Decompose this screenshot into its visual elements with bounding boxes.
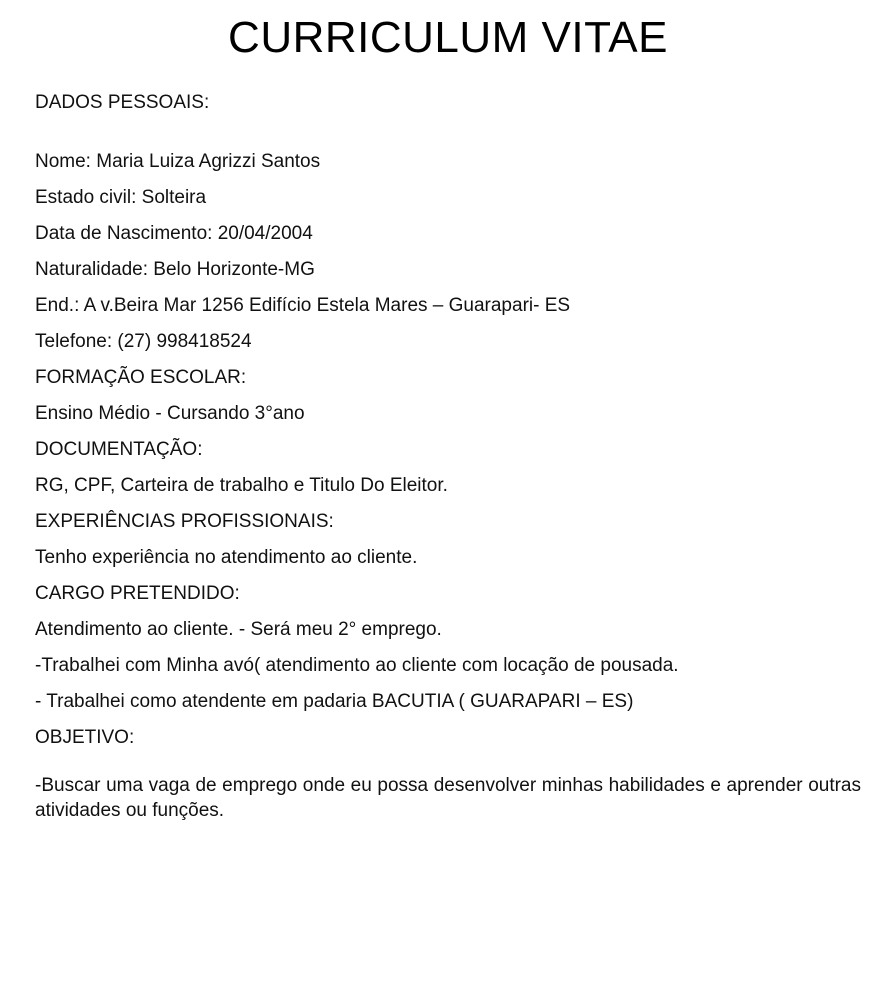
position-heading: CARGO PRETENDIDO: [35,583,240,604]
objective-text: -Buscar uma vaga de emprego onde eu possa desenvolver minhas habilidades e aprender outras atividades ou funções. [35,775,861,821]
experience-text: Tenho experiência no atendimento ao cliente. [35,547,418,568]
position-line: - Trabalhei como atendente em padaria BACUTIA ( GUARAPARI – ES) [35,691,634,712]
education-text: Ensino Médio - Cursando 3°ano [35,403,305,424]
education-section [35,365,861,437]
name-line: Nome: Maria Luiza Agrizzi Santos [35,151,321,172]
birth-date-line: Data de Nascimento: 20/04/2004 [35,223,313,244]
objective-section [35,725,861,823]
position-line: Atendimento ao cliente. - Será meu 2° emprego. [35,619,442,640]
personal-data-section [35,90,861,365]
education-heading: FORMAÇÃO ESCOLAR: [35,367,247,388]
phone-line: Telefone: (27) 998418524 [35,331,252,352]
position-line: -Trabalhei com Minha avó( atendimento ao cliente com locação de pousada. [35,655,679,676]
birthplace-line: Naturalidade: Belo Horizonte-MG [35,259,315,280]
position-section [35,581,861,725]
experience-heading: EXPERIÊNCIAS PROFISSIONAIS: [35,511,334,532]
document-title: CURRICULUM VITAE [228,13,668,62]
objective-heading: OBJETIVO: [35,727,135,748]
documents-section [35,437,861,509]
experience-section [35,509,861,581]
civil-status-line: Estado civil: Solteira [35,187,207,208]
personal-data-heading: DADOS PESSOAIS: [35,92,210,113]
documents-text: RG, CPF, Carteira de trabalho e Titulo Do Eleitor. [35,475,448,496]
address-line: End.: A v.Beira Mar 1256 Edifício Estela Mares – Guarapari- ES [35,295,571,316]
documents-heading: DOCUMENTAÇÃO: [35,439,203,460]
